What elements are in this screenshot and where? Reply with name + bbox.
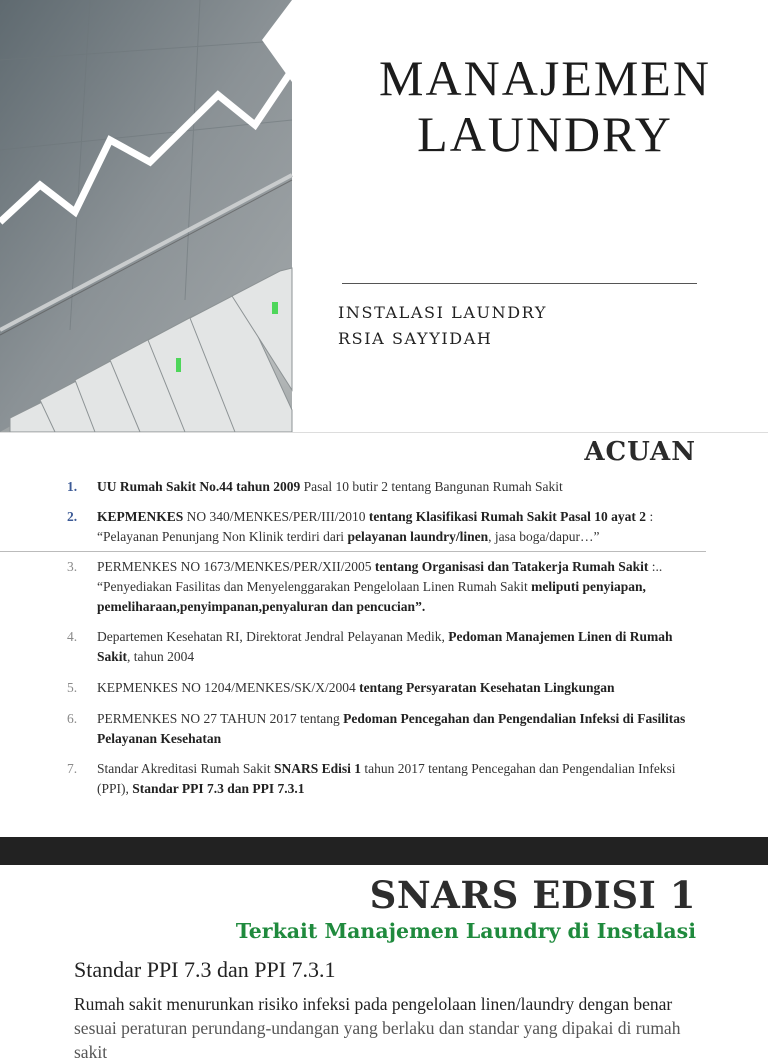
- list-item: [62, 507, 707, 547]
- text-run: Standar Akreditasi Rumah Sakit: [97, 761, 274, 776]
- text-run: PERMENKES NO 27 TAHUN 2017 tentang: [97, 711, 344, 726]
- subtitle-line-2: RSIA SAYYIDAH: [338, 329, 493, 348]
- bold-text-run: tentang Organisasi dan Tatakerja Rumah Sakit: [374, 559, 649, 574]
- item-number: 2.: [67, 509, 78, 524]
- list-item: [62, 709, 707, 749]
- item-number: 4.: [67, 629, 78, 644]
- text-run: PERMENKES NO 1673/MENKES/PER/XII/2005: [97, 559, 375, 574]
- item-number: 3.: [67, 559, 78, 574]
- list-item: [62, 678, 707, 698]
- list-item: [62, 477, 707, 497]
- text-run: NO 340/MENKES/PER/III/2010: [183, 509, 369, 524]
- item-number: 6.: [67, 711, 78, 726]
- bold-text-run: SNARS Edisi 1: [273, 761, 362, 776]
- list-item: [62, 759, 707, 799]
- item-text: [97, 759, 707, 799]
- bold-text-run: KEPMENKES: [97, 509, 184, 524]
- body-text-line-1: Rumah sakit menurunkan risiko infeksi pada pengelolaan linen/laundry dengan benar: [74, 994, 673, 1014]
- main-title: [340, 50, 750, 162]
- text-run: tahun 2017 tentang Pencegahan dan Pengendalian Infeksi (PPI),: [97, 761, 676, 796]
- slide-title: [0, 0, 768, 432]
- text-run: Pasal 10 butir 2 tentang Bangunan Rumah Sakit: [300, 479, 563, 494]
- text-run: KEPMENKES NO 1204/MENKES/SK/X/2004: [97, 680, 360, 695]
- acuan-heading: ACUAN: [584, 437, 696, 467]
- bold-text-run: Pedoman Manajemen Linen di Rumah Sakit: [97, 629, 673, 664]
- title-line-2: LAUNDRY: [417, 106, 673, 162]
- title-divider: [342, 283, 697, 284]
- snars-title: SNARS EDISI 1: [369, 873, 696, 917]
- item-text: [97, 627, 707, 667]
- body-text-line-2: sesuai peraturan perundang-undangan yang berlaku dan standar yang dipakai di rumah sakit: [74, 1018, 681, 1062]
- subtitle: [338, 300, 547, 352]
- snars-subtitle: Terkait Manajemen Laundry di Instalasi: [235, 919, 696, 943]
- slide-acuan: [0, 432, 768, 837]
- text-run: : “Pelayanan Penunjang Non Klinik terdiri dari: [97, 509, 654, 544]
- list-item: [62, 557, 707, 617]
- text-run: , tahun 2004: [127, 649, 195, 664]
- bold-text-run: meliputi penyiapan, pemeliharaan,penyimpanan,penyaluran dan pencucian”.: [97, 579, 646, 614]
- item-text: [97, 477, 707, 497]
- item-number: 7.: [67, 761, 78, 776]
- divider: [0, 551, 706, 552]
- bold-text-run: Standar PPI 7.3 dan PPI 7.3.1: [132, 781, 305, 796]
- text-run: :.. “Penyediakan Fasilitas dan Menyelenggarakan Pengelolaan Linen Rumah Sakit: [97, 559, 663, 594]
- bold-text-run: tentang Persyaratan Kesehatan Lingkungan: [359, 680, 615, 695]
- standard-heading: Standar PPI 7.3 dan PPI 7.3.1: [74, 957, 336, 982]
- item-text: [97, 557, 707, 617]
- title-line-1: MANAJEMEN: [379, 50, 711, 106]
- item-text: [97, 507, 707, 547]
- list-item: [62, 627, 707, 667]
- slide-separator-band: [0, 837, 768, 865]
- item-text: [97, 678, 707, 698]
- subtitle-line-1: INSTALASI LAUNDRY: [338, 303, 547, 322]
- item-number: 1.: [67, 479, 78, 494]
- item-text: [97, 709, 707, 749]
- text-run: Departemen Kesehatan RI, Direktorat Jendral Pelayanan Medik,: [97, 629, 449, 644]
- bold-text-run: Pedoman Pencegahan dan Pengendalian Infeksi di Fasilitas Pelayanan Kesehatan: [97, 711, 686, 746]
- slide-snars: [0, 865, 768, 1062]
- item-number: 5.: [67, 680, 78, 695]
- title-block: [340, 50, 750, 162]
- bold-text-run: pelayanan laundry/linen: [347, 529, 489, 544]
- bold-text-run: UU Rumah Sakit No.44 tahun 2009: [97, 479, 301, 494]
- bold-text-run: tentang Klasifikasi Rumah Sakit Pasal 10 ayat 2: [368, 509, 647, 524]
- stairs-with-rising-arrow-photo: [0, 0, 292, 432]
- text-run: , jasa boga/dapur…”: [488, 529, 600, 544]
